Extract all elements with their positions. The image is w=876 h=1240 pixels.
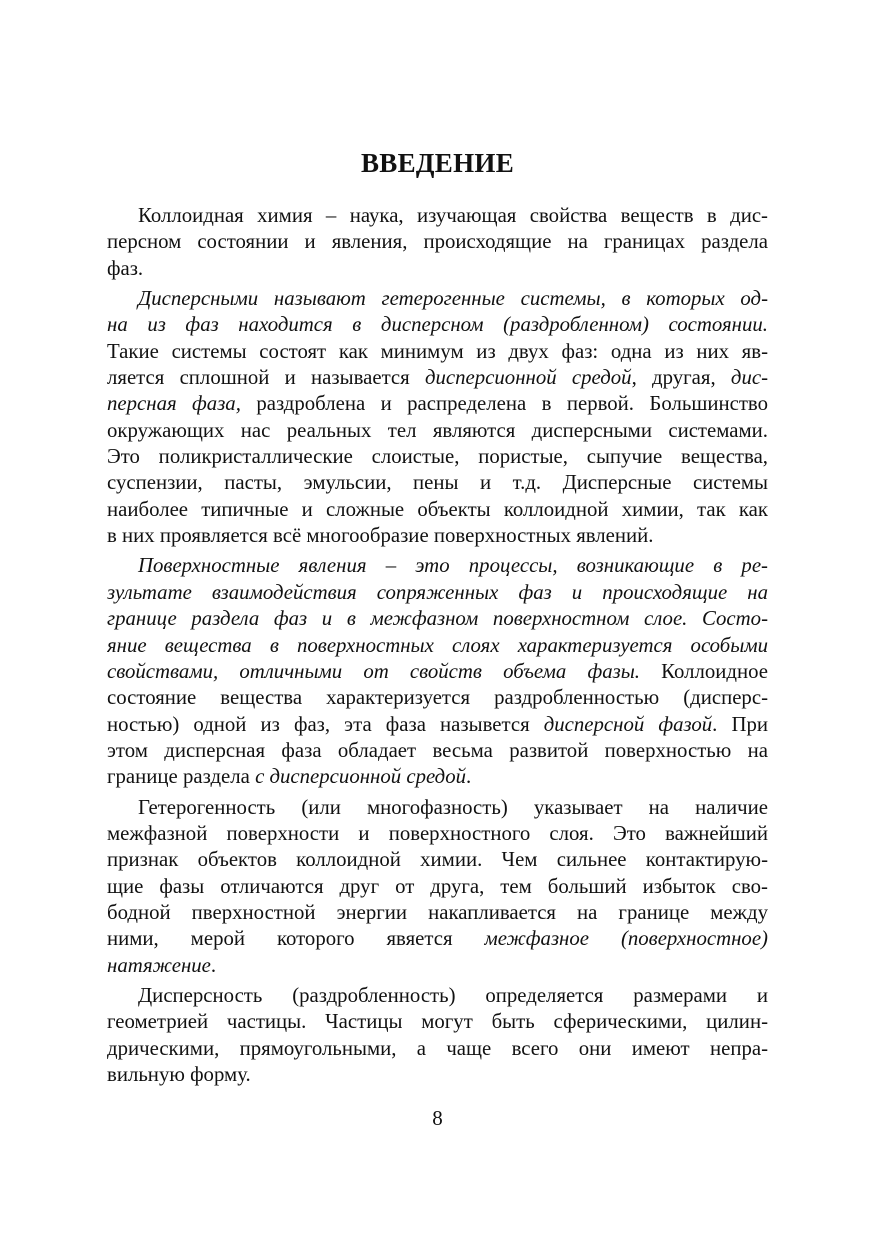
text-line (107, 795, 768, 821)
italic-text: яние вещества в поверхностных слоях характеризуется особыми (107, 633, 768, 657)
text-line (107, 580, 768, 606)
text-line (107, 738, 768, 764)
text-run: окружающих нас реальных тел являются дисперсными системами. (107, 418, 768, 442)
text-line (107, 203, 768, 229)
text-line (107, 821, 768, 847)
text-run: , другая, (631, 366, 731, 390)
text-run: границе раздела (107, 765, 256, 789)
text-run: вильную форму. (107, 1063, 251, 1086)
text-line (107, 256, 768, 282)
text-line (107, 712, 768, 738)
text-line (107, 339, 768, 365)
text-run: признак объектов коллоидной химии. Чем сильнее контактирую- (107, 848, 768, 872)
body-text (107, 203, 768, 1088)
paragraph (107, 983, 768, 1088)
text-run: ляется сплошной и называется (107, 366, 425, 390)
text-run: Коллоидная химия – наука, изучающая свойства веществ в дис- (138, 204, 768, 227)
text-line (107, 553, 768, 579)
text-run: фаз. (107, 256, 144, 280)
paragraph (107, 203, 768, 282)
text-run: раздроблена и распределена в первой. Большинство (240, 392, 768, 416)
text-line (107, 659, 768, 685)
italic-text: дисперсной фазой (543, 712, 713, 736)
text-line (107, 365, 768, 391)
text-run: геометрией частицы. Частицы могут быть сферическими, цилин- (107, 1010, 768, 1034)
text-line (107, 606, 768, 632)
paragraph (107, 286, 768, 549)
italic-text: Дисперсными называют гетерогенные системы, в которых од- (138, 287, 768, 311)
text-run: Коллоидное (640, 659, 768, 683)
text-run: ностью) одной из фаз, эта фаза назывется (107, 712, 544, 736)
text-run: в них проявляется всё многообразие поверхностных явлений. (107, 524, 654, 548)
italic-text: с дисперсионной средой (255, 765, 467, 789)
italic-text: зультате взаимодействия сопряженных фаз и происходящие на (107, 580, 768, 604)
text-run: межфазной поверхности и поверхностного слоя. Это важнейший (107, 821, 768, 845)
text-line (107, 391, 768, 417)
text-run: . (210, 953, 217, 977)
text-line (107, 497, 768, 523)
text-line (107, 1009, 768, 1035)
text-line (107, 444, 768, 470)
text-line (107, 685, 768, 711)
text-run: ними, мерой которого явяется (107, 927, 485, 951)
text-line (107, 1062, 768, 1088)
italic-text: межфазное (поверхностное) (484, 927, 768, 951)
italic-text: свойствами, отличными от свойств объема фазы. (107, 659, 641, 683)
italic-text: дисперсионной средой (425, 366, 632, 390)
italic-text: границе раздела фаз и в межфазном поверхностном слое. Состо- (107, 607, 768, 631)
italic-text: на из фаз находится в дисперсном (раздробленном) состоянии. (107, 313, 768, 337)
text-run: Это поликристаллические слоистые, пористые, сыпучие вещества, (107, 445, 768, 469)
text-line (107, 926, 768, 952)
text-run: наиболее типичные и сложные объекты коллоидной химии, так как (107, 497, 768, 521)
text-line (107, 1036, 768, 1062)
text-run: щие фазы отличаются друг от друга, тем больший избыток сво- (107, 874, 768, 898)
text-run: . При (712, 712, 768, 736)
text-line (107, 874, 768, 900)
page-number: 8 (432, 1106, 443, 1130)
text-line (107, 953, 768, 979)
italic-text: персная фаза, (107, 392, 241, 416)
text-run: персном состоянии и явления, происходящие на границах раздела (107, 230, 768, 254)
text-run: Дисперсность (раздробленность) определяется размерами и (138, 983, 768, 1007)
italic-text: дис- (730, 366, 768, 390)
text-run: суспензии, пасты, эмульсии, пены и т.д. Дисперсные системы (107, 471, 768, 495)
text-line (107, 847, 768, 873)
text-line (107, 983, 768, 1009)
text-run: этом дисперсная фаза обладает весьма развитой поверхностью на (107, 738, 768, 762)
document-page (107, 0, 768, 1240)
paragraph (107, 795, 768, 979)
text-line (107, 312, 768, 338)
text-run: бодной пверхностной энергии накапливается на границе между (107, 900, 768, 924)
text-run: дрическими, прямоугольными, а чаще всего они имеют непра- (107, 1036, 768, 1060)
italic-text: Поверхностные явления – это процессы, возникающие в ре- (138, 554, 768, 578)
text-line (107, 764, 768, 790)
text-line (107, 286, 768, 312)
text-run: Гетерогенность (или многофазность) указывает на наличие (138, 795, 768, 819)
text-line (107, 633, 768, 659)
paragraph (107, 553, 768, 790)
text-run: Такие системы состоят как минимум из двух фаз: одна из них яв- (107, 339, 768, 363)
text-run: . (466, 765, 472, 789)
text-line (107, 418, 768, 444)
page-title: ВВЕДЕНИЕ (360, 148, 515, 178)
italic-text: натяжение (107, 953, 211, 977)
text-line (107, 229, 768, 255)
text-run: состояние вещества характеризуется раздробленностью (дисперс- (107, 686, 768, 710)
text-line (107, 900, 768, 926)
text-line (107, 470, 768, 496)
text-line (107, 523, 768, 549)
